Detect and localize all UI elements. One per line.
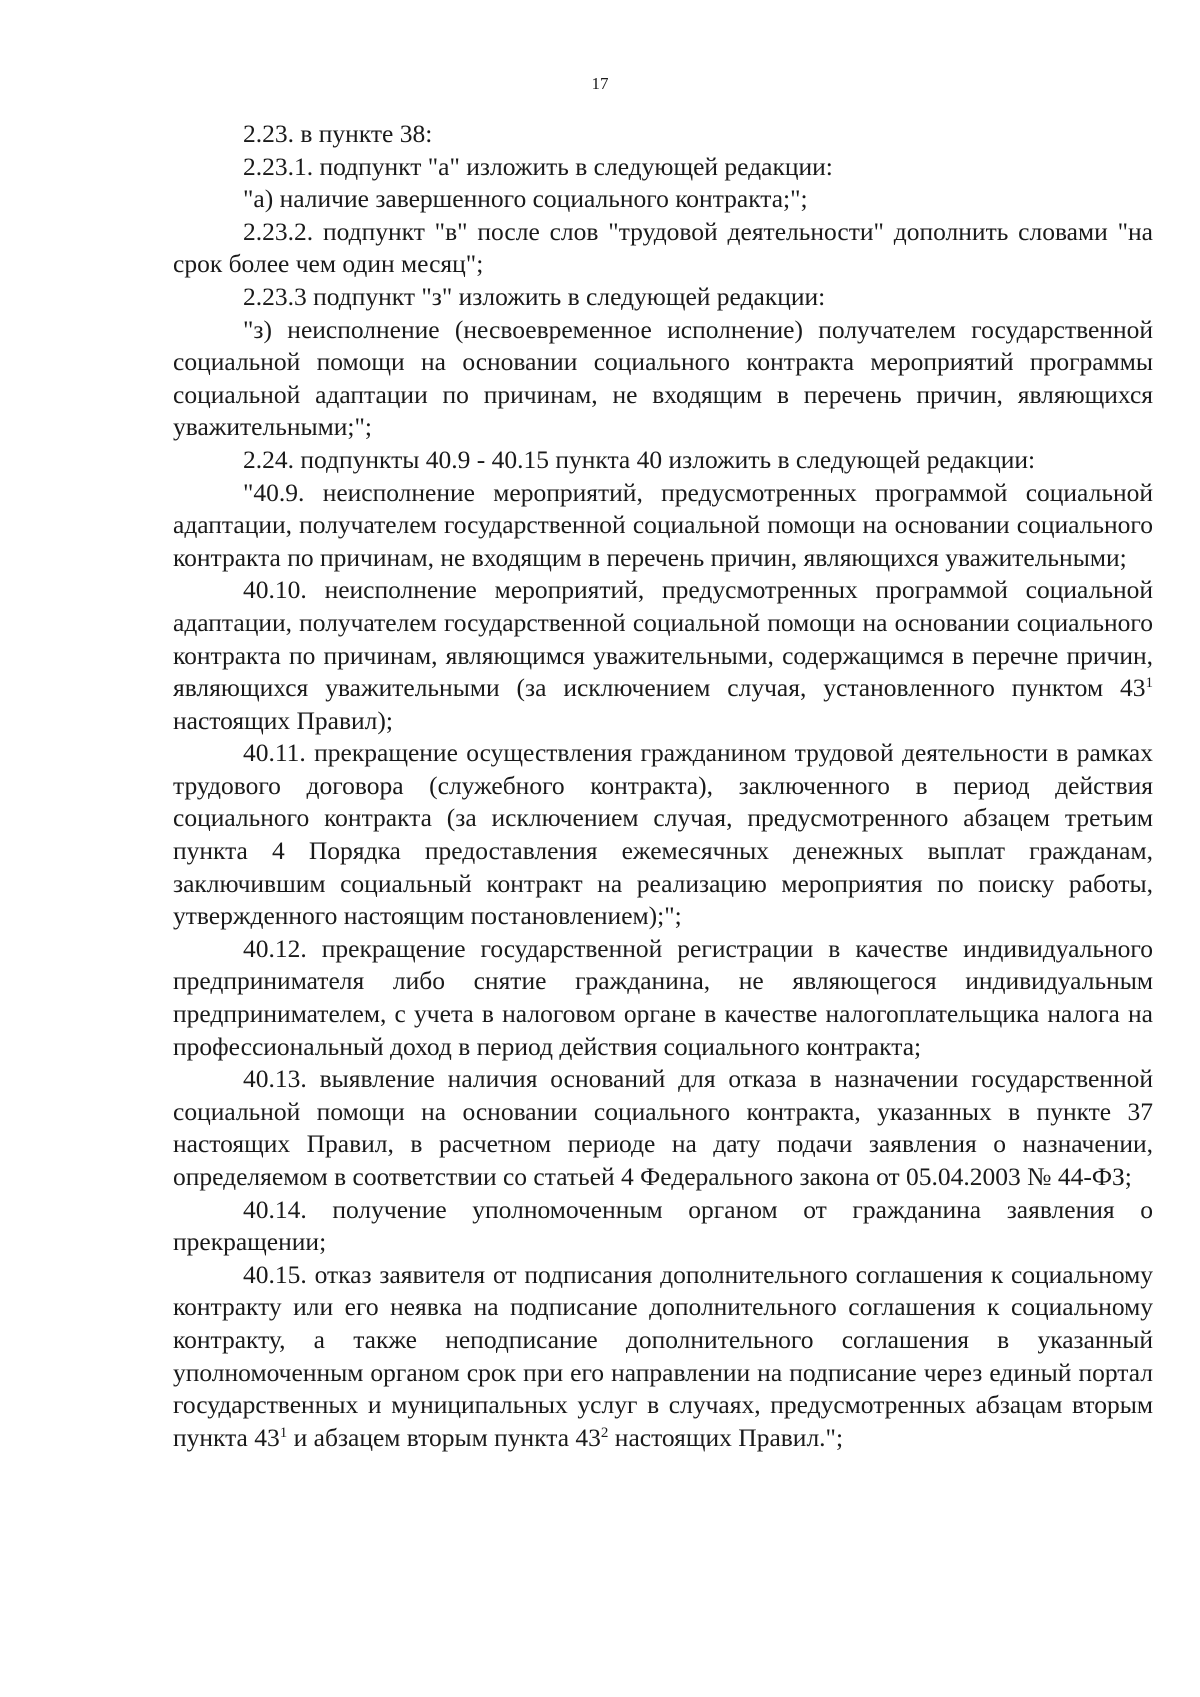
paragraph	[173, 1259, 1153, 1455]
paragraph: 2.23. в пункте 38:	[243, 119, 433, 148]
paragraph: 40.13. выявление наличия оснований для отказа в назначении государственной социальной помощи на основании социального контракта, указанных в пункте 37 настоящих Правил, в расчетном периоде на дату подачи заявления о назначении, определяемом в соответствии со статьей 4 Федерального закона от 05.04.2003 № 44-ФЗ;	[173, 1064, 1153, 1191]
paragraph: "з) неисполнение (несвоевременное исполнение) получателем государственной социальной помощи на основании социального контракта мероприятий программы социальной адаптации по причинам, не входящим в перечень причин, являющихся уважительными;";	[173, 314, 1153, 442]
paragraph: 40.14. получение уполномоченным органом от гражданина заявления о прекращении;	[173, 1194, 1153, 1257]
paragraph-text: 40.10. неисполнение мероприятий, предусмотренных программой социальной адаптации, получателем государственной социальной помощи на основании социального контракта по причинам, являющимся уважительными, содержащимся в перечне причин, являющихся уважительными (за исключением случая, установленного пунктом 43	[173, 575, 1153, 703]
paragraph-tail: настоящих Правил.";	[608, 1422, 844, 1452]
paragraph: 40.12. прекращение государственной регистрации в качестве индивидуального предпринимателя либо снятие гражданина, не являющегося индивидуальным предпринимателем, с учета в налоговом органе в качестве налогоплательщика налога на профессиональный доход в период действия социального контракта;	[173, 933, 1153, 1061]
document-body	[173, 118, 1153, 1454]
page-number: 17	[591, 74, 609, 93]
paragraph: 2.23.2. подпункт "в" после слов "трудовой деятельности" дополнить словами "на срок более чем один месяц";	[173, 216, 1153, 279]
paragraph-tail: настоящих Правил);	[173, 705, 393, 735]
paragraph-mid: и абзацем вторым пункта 43	[287, 1422, 601, 1452]
superscript: 2	[600, 1424, 609, 1441]
paragraph: 2.23.1. подпункт "а" изложить в следующей редакции:	[243, 151, 833, 181]
superscript: 1	[1145, 675, 1153, 692]
paragraph	[173, 574, 1153, 737]
superscript: 1	[279, 1424, 288, 1441]
paragraph: 2.23.3 подпункт "з" изложить в следующей редакции:	[243, 281, 826, 311]
paragraph: 40.11. прекращение осуществления гражданином трудовой деятельности в рамках трудового договора (служебного контракта), заключенного в период действия социального контракта (за исключением случая, предусмотренного абзацем третьим пункта 4 Порядка предоставления ежемесячных денежных выплат гражданам, заключившим социальный контракт на реализацию мероприятия по поиску работы, утвержденного настоящим постановлением);";	[173, 738, 1153, 931]
paragraph: "40.9. неисполнение мероприятий, предусмотренных программой социальной адаптации, получателем государственной социальной помощи на основании социального контракта по причинам, не входящим в перечень причин, являющихся уважительными;	[173, 477, 1153, 572]
paragraph-text: 40.15. отказ заявителя от подписания дополнительного соглашения к социальному контракту или его неявка на подписание дополнительного соглашения к социальному контракту, а также неподписание дополнительного соглашения в указанный уполномоченным органом срок при его направлении на подписание через единый портал государственных и муниципальных услуг в случаях, предусмотренных абзацам вторым пункта 43	[173, 1259, 1153, 1452]
paragraph: "а) наличие завершенного социального контракта;";	[243, 184, 808, 214]
paragraph: 2.24. подпункты 40.9 - 40.15 пункта 40 изложить в следующей редакции:	[243, 444, 1036, 474]
